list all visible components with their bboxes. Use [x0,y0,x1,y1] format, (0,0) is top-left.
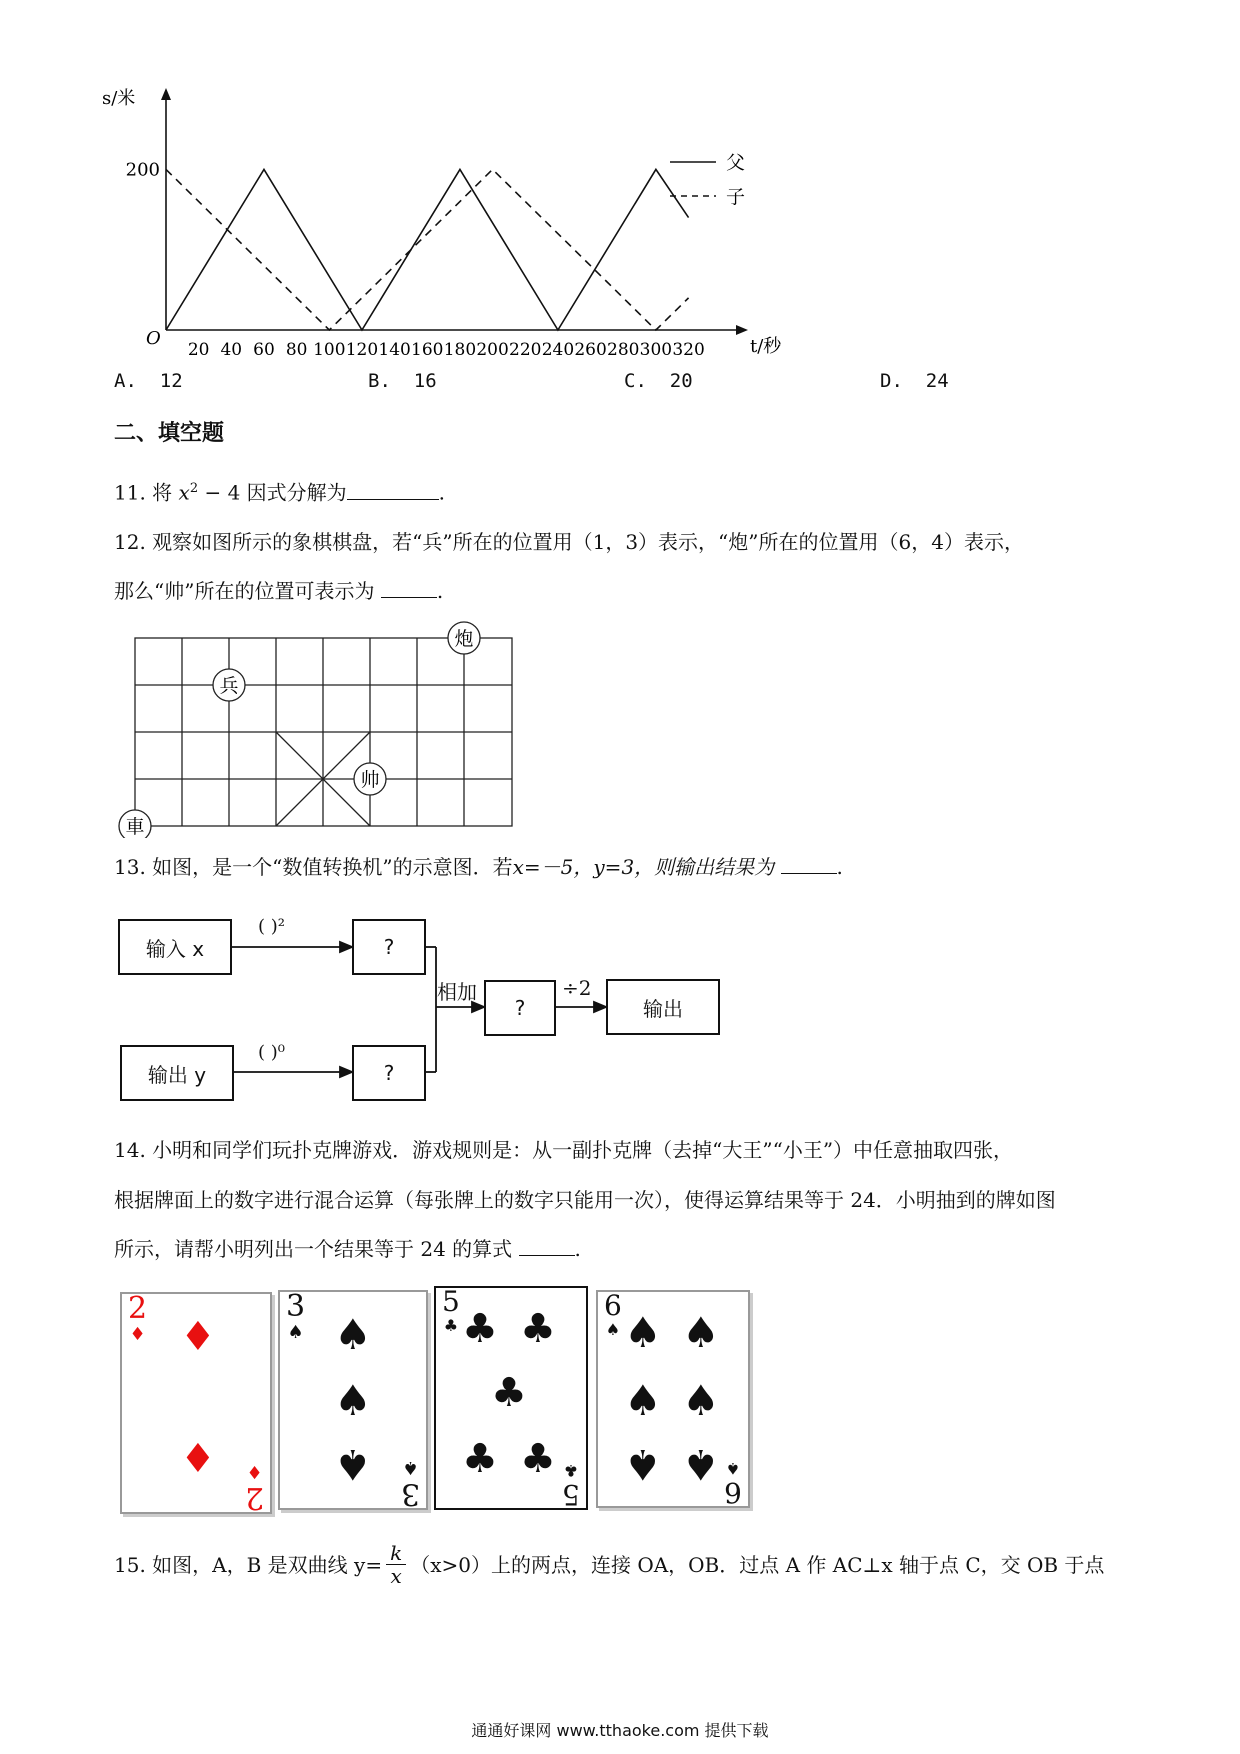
pip: ♠ [682,1440,720,1489]
pip: ♠ [682,1376,720,1425]
question-15 [114,1542,1104,1587]
pip: ♦ [180,1436,216,1482]
x-tick-label: 100 [313,340,346,360]
x-tick-label: 120 [345,340,379,360]
card-rank: 2 [244,1480,264,1515]
card-suit-small: ♠ [287,1322,304,1343]
x-tick-label: 140 [378,340,411,360]
input-y-box [120,1045,234,1101]
q11-minus4: − 4 [198,480,247,505]
legend-label: 子 [726,186,746,208]
input-y-label: 输出 y [147,1062,207,1087]
output-box [606,979,720,1035]
y-tick-label: 200 [125,159,160,181]
question-mark: ? [383,1061,395,1085]
pip: ♠ [334,1440,372,1489]
section-title: 二、填空题 [114,421,225,446]
add-label: 相加 [437,980,477,1004]
fraction-denominator: x [390,1564,402,1588]
legend-label: 父 [726,152,746,174]
piece-bing-label: 兵 [219,675,239,697]
card-3-spades [278,1290,428,1510]
pip: ♣ [520,1436,556,1482]
option-value: 20 [669,370,693,392]
option-letter: C. [624,370,647,392]
question-14-line-1: 14. 小明和同学们玩扑克牌游戏．游戏规则是：从一副扑克牌（去掉“大王”“小王”）中任意抽取四张， [114,1138,1014,1162]
x-tick-label: 260 [574,340,607,360]
x-tick-label: 160 [411,340,444,360]
q14-end: . [574,1237,581,1261]
x-tick-label: 300 [639,340,673,360]
pip: ♦ [180,1314,216,1360]
pip: ♣ [491,1370,527,1416]
x-tick-label: 40 [220,340,243,360]
q11-end: . [438,480,446,505]
pip: ♠ [624,1376,662,1425]
piece-che-label: 車 [125,816,145,838]
x-tick-label: 220 [509,340,542,360]
pip: ♠ [624,1440,662,1489]
fraction-numerator: k [386,1542,406,1565]
input-x-box [118,919,232,975]
card-suit-small: ♦ [246,1461,263,1482]
option-value: 16 [413,370,437,392]
y-axis-label: s/米 [102,88,136,109]
x-tick-label: 320 [672,340,705,360]
output-label: 输出 [643,996,683,1021]
question-14-line-2: 根据牌面上的数字进行混合运算（每张牌上的数字只能用一次），使得运算结果等于 24．小明抽到的牌如图 [114,1188,1056,1212]
q11-number: 11. [114,480,146,505]
x-tick-label: 80 [285,340,308,360]
option-letter: D. [880,370,903,392]
fraction-k-over-x [386,1542,406,1587]
card-rank: 6 [604,1289,622,1322]
card-suit-small: ♣ [563,1461,579,1480]
q14-text: 所示，请帮小明列出一个结果等于 24 的算式 [114,1237,513,1261]
q13-text: 13. 如图，是一个“数值转换机”的示意图．若 [114,855,513,879]
card-suit-small: ♠ [605,1320,621,1339]
q13-end: . [836,855,843,879]
question-12-line-1: 12. 观察如图所示的象棋棋盘，若“兵”所在的位置用（1，3）表示，“炮”所在的位置用（6，4）表示， [114,530,1024,554]
card-rank: 3 [400,1476,420,1511]
origin-label: O [146,328,161,349]
card-rank: 5 [562,1478,580,1511]
pip: ♣ [520,1306,556,1352]
pip: ♠ [334,1310,372,1359]
card-rank: 2 [128,1291,148,1326]
pip: ♣ [462,1306,498,1352]
zero-power-operation-label: ( )⁰ [258,1042,285,1063]
piece-pao-label: 炮 [454,628,474,650]
card-rank: 3 [286,1289,306,1324]
pip: ♣ [462,1436,498,1482]
sum-box [484,980,556,1036]
x-tick-label: 200 [476,340,509,360]
question-mark: ? [514,996,526,1020]
pip: ♠ [624,1308,662,1357]
card-suit-small: ♦ [129,1324,146,1345]
q15-pre: 15. 如图，A，B 是双曲线 y= [114,1552,383,1577]
option-value: 24 [925,370,949,392]
result-box-1 [352,919,426,975]
card-2-diamonds [120,1292,272,1514]
q11-pre: 将 [152,480,173,505]
piece-shuai-label: 帅 [360,769,380,791]
input-x-label: 输入 x [145,936,205,961]
square-operation-label: ( )² [258,916,285,937]
q12-text: 那么“帅”所在的位置可表示为 [114,579,375,603]
card-suit-small: ♠ [725,1459,741,1478]
x-tick-label: 240 [541,340,575,360]
q11-exponent: 2 [189,481,199,496]
answer-blank[interactable] [519,1235,575,1256]
q11-x: x [178,480,190,505]
pip: ♠ [334,1376,372,1425]
card-5-clubs [434,1286,588,1510]
question-mark: ? [383,935,395,959]
q13-condition: x=－5，y=3，则输出结果为 [512,855,775,879]
x-tick-label: 280 [607,340,640,360]
option-letter: A. [114,370,137,392]
x-tick-label: 60 [253,340,275,360]
pip: ♠ [682,1308,720,1357]
card-rank: 5 [442,1285,460,1318]
x-axis-label: t/秒 [750,336,782,357]
q12-end: . [436,579,444,603]
q15-post: （x>0）上的两点，连接 OA，OB．过点 A 作 AC⊥x 轴于点 C，交 OB 于点 [410,1552,1105,1577]
page-footer: 通通好课网 www.tthaoke.com 提供下载 [471,1721,769,1740]
divide-label: ÷2 [562,976,592,1000]
option-letter: B. [368,370,391,392]
q11-post: 因式分解为 [246,480,347,505]
card-suit-small: ♣ [443,1316,459,1335]
x-tick-label: 20 [187,340,210,360]
card-suit-small: ♠ [402,1457,419,1478]
option-value: 12 [159,370,183,392]
x-tick-label: 180 [443,340,477,360]
result-box-2 [352,1045,426,1101]
card-6-spades [596,1290,750,1508]
card-rank: 6 [724,1476,742,1509]
question-14-line-3 [114,1234,581,1264]
